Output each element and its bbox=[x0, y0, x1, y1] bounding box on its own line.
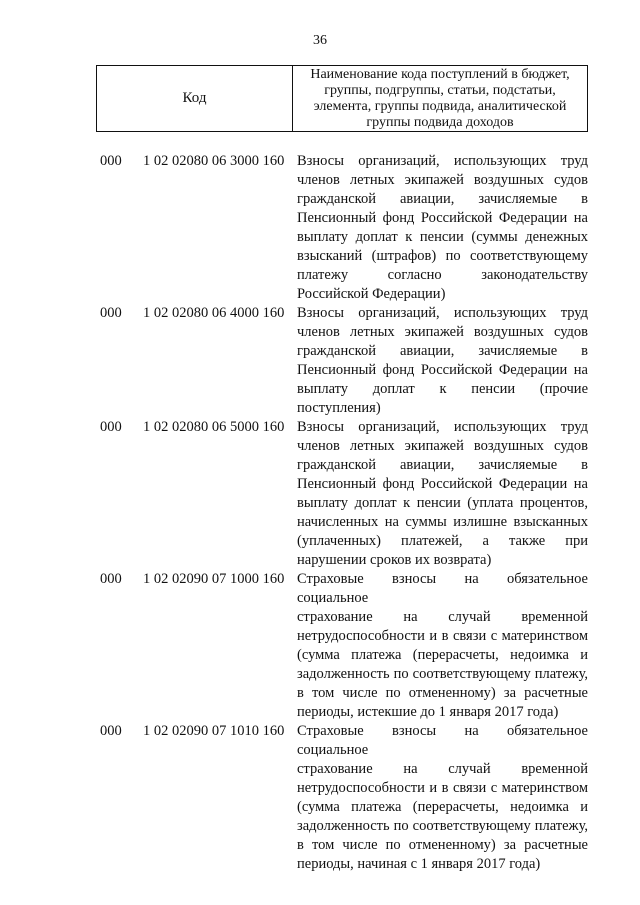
admin-code: 000 bbox=[100, 153, 122, 169]
description-line: Пенсионный фонд Российской Федерации на bbox=[297, 362, 588, 378]
description-line: (уплаченных) платежей, а также при bbox=[297, 533, 588, 549]
description-line: задолженность по соответствующему платежу, bbox=[297, 818, 588, 834]
description-line: страхование на случай временной bbox=[297, 761, 588, 777]
description-line: периоды, истекшие до 1 января 2017 года) bbox=[297, 704, 559, 720]
description-line: выплату доплат к пенсии (суммы денежных bbox=[297, 229, 588, 245]
revenue-code: 1 02 02090 07 1000 160 bbox=[143, 571, 285, 587]
revenue-description bbox=[297, 304, 588, 418]
revenue-description bbox=[297, 722, 588, 874]
description-line: Страховые взносы на обязательное социальное bbox=[297, 571, 588, 606]
description-line: Страховые взносы на обязательное социальное bbox=[297, 723, 588, 758]
description-line: Российской Федерации) bbox=[297, 286, 446, 302]
description-line: нетрудоспособности и в связи с материнством bbox=[297, 780, 588, 796]
description-line: взысканий (штрафов) по соответствующему bbox=[297, 248, 588, 264]
revenue-code: 1 02 02080 06 5000 160 bbox=[143, 419, 285, 435]
revenue-description bbox=[297, 152, 588, 304]
description-line: выплату доплат к пенсии (уплата процентов, bbox=[297, 495, 588, 511]
description-line: (сумма платежа (перерасчеты, недоимка и bbox=[297, 647, 588, 663]
table-row bbox=[0, 152, 640, 304]
admin-code: 000 bbox=[100, 571, 122, 587]
description-line: начисленных на суммы излишне взысканных bbox=[297, 514, 588, 530]
page-number: 36 bbox=[313, 33, 327, 48]
description-line: Взносы организаций, использующих труд bbox=[297, 153, 588, 169]
table-row bbox=[0, 570, 640, 722]
revenue-code: 1 02 02090 07 1010 160 bbox=[143, 723, 285, 739]
description-line: в том числе по отмененному) за расчетные bbox=[297, 837, 588, 853]
description-line: гражданской авиации, зачисляемые в bbox=[297, 191, 588, 207]
header-code-column: Код bbox=[97, 66, 293, 131]
description-line: Пенсионный фонд Российской Федерации на bbox=[297, 476, 588, 492]
description-line: Взносы организаций, использующих труд bbox=[297, 419, 588, 435]
table-row bbox=[0, 304, 640, 418]
table-body bbox=[0, 152, 640, 874]
description-line: нарушении сроков их возврата) bbox=[297, 552, 492, 568]
description-line: Взносы организаций, использующих труд bbox=[297, 305, 588, 321]
description-line: поступления) bbox=[297, 400, 381, 416]
description-line: гражданской авиации, зачисляемые в bbox=[297, 343, 588, 359]
description-line: платежу согласно законодательству bbox=[297, 267, 588, 283]
description-line: выплату доплат к пенсии (прочие bbox=[297, 381, 588, 397]
revenue-description bbox=[297, 418, 588, 570]
admin-code: 000 bbox=[100, 419, 122, 435]
description-line: членов летных экипажей воздушных судов bbox=[297, 172, 588, 188]
revenue-description bbox=[297, 570, 588, 722]
revenue-code: 1 02 02080 06 3000 160 bbox=[143, 153, 285, 169]
description-line: страхование на случай временной bbox=[297, 609, 588, 625]
description-line: членов летных экипажей воздушных судов bbox=[297, 324, 588, 340]
description-line: в том числе по отмененному) за расчетные bbox=[297, 685, 588, 701]
description-line: периоды, начиная с 1 января 2017 года) bbox=[297, 856, 541, 872]
header-name-column: Наименование кода поступлений в бюджет, группы, подгруппы, статьи, подстатьи, элемента, группы подвида, аналитической группы подвида доходов bbox=[310, 67, 570, 130]
revenue-code: 1 02 02080 06 4000 160 bbox=[143, 305, 285, 321]
table-header bbox=[96, 65, 588, 132]
description-line: задолженность по соответствующему платежу, bbox=[297, 666, 588, 682]
table-row bbox=[0, 722, 640, 874]
description-line: членов летных экипажей воздушных судов bbox=[297, 438, 588, 454]
description-line: (сумма платежа (перерасчеты, недоимка и bbox=[297, 799, 588, 815]
admin-code: 000 bbox=[100, 723, 122, 739]
admin-code: 000 bbox=[100, 305, 122, 321]
description-line: нетрудоспособности и в связи с материнством bbox=[297, 628, 588, 644]
table-row bbox=[0, 418, 640, 570]
description-line: Пенсионный фонд Российской Федерации на bbox=[297, 210, 588, 226]
description-line: гражданской авиации, зачисляемые в bbox=[297, 457, 588, 473]
